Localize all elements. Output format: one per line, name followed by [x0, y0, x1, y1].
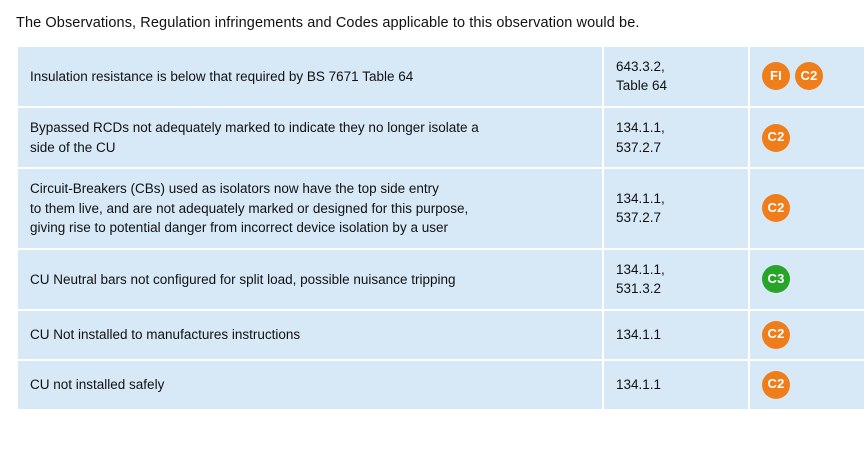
observation-description: [17, 46, 603, 107]
observation-codes: [749, 46, 865, 107]
table-row: [17, 310, 865, 360]
regulation-reference: [603, 360, 749, 410]
regulation-line: 643.3.2,: [616, 58, 665, 74]
observation-description: [17, 168, 603, 249]
observation-description: [17, 310, 603, 360]
code-badge: C2: [762, 321, 790, 349]
observation-description: [17, 107, 603, 168]
observation-codes: [749, 107, 865, 168]
code-badge: C3: [762, 265, 790, 293]
observations-table: [16, 45, 866, 411]
code-badge-group: [762, 62, 852, 90]
regulation-reference: [603, 249, 749, 310]
observation-codes: [749, 360, 865, 410]
regulation-reference: [603, 310, 749, 360]
description-line: CU Not installed to manufactures instructions: [30, 327, 301, 343]
description-line: Circuit-Breakers (CBs) used as isolators now have the top side entry: [30, 181, 439, 197]
code-badge-group: [762, 371, 852, 399]
observation-description: [17, 360, 603, 410]
code-badge-group: [762, 321, 852, 349]
regulation-line: 134.1.1: [616, 377, 662, 393]
description-line: CU not installed safely: [30, 377, 165, 393]
regulation-line: 531.3.2: [616, 281, 662, 297]
regulation-line: Table 64: [616, 78, 668, 94]
observation-description: [17, 249, 603, 310]
description-line: side of the CU: [30, 139, 116, 155]
description-line: giving rise to potential danger from incorrect device isolation by a user: [30, 220, 448, 236]
table-row: [17, 168, 865, 249]
table-row: [17, 360, 865, 410]
observation-codes: [749, 310, 865, 360]
code-badge: C2: [762, 371, 790, 399]
description-line: Insulation resistance is below that required by BS 7671 Table 64: [30, 68, 414, 84]
regulation-reference: [603, 168, 749, 249]
table-row: [17, 107, 865, 168]
table-row: [17, 46, 865, 107]
description-line: CU Neutral bars not configured for split load, possible nuisance tripping: [30, 271, 456, 287]
description-line: Bypassed RCDs not adequately marked to indicate they no longer isolate a: [30, 119, 479, 135]
regulation-line: 537.2.7: [616, 139, 662, 155]
code-badge-group: [762, 124, 852, 152]
code-badge: FI: [762, 62, 790, 90]
intro-text: The Observations, Regulation infringements and Codes applicable to this observation would be.: [16, 15, 640, 31]
observation-codes: [749, 168, 865, 249]
regulation-reference: [603, 46, 749, 107]
code-badge-group: [762, 265, 852, 293]
code-badge: C2: [762, 194, 790, 222]
code-badge-group: [762, 194, 852, 222]
regulation-line: 134.1.1: [616, 327, 662, 343]
regulation-reference: [603, 107, 749, 168]
table-row: [17, 249, 865, 310]
regulation-line: 134.1.1,: [616, 261, 665, 277]
observation-codes: [749, 249, 865, 310]
code-badge: C2: [795, 62, 823, 90]
regulation-line: 134.1.1,: [616, 190, 665, 206]
description-line: to them live, and are not adequately marked or designed for this purpose,: [30, 200, 469, 216]
regulation-line: 134.1.1,: [616, 119, 665, 135]
observations-table-body: [17, 46, 865, 410]
code-badge: C2: [762, 124, 790, 152]
regulation-line: 537.2.7: [616, 210, 662, 226]
